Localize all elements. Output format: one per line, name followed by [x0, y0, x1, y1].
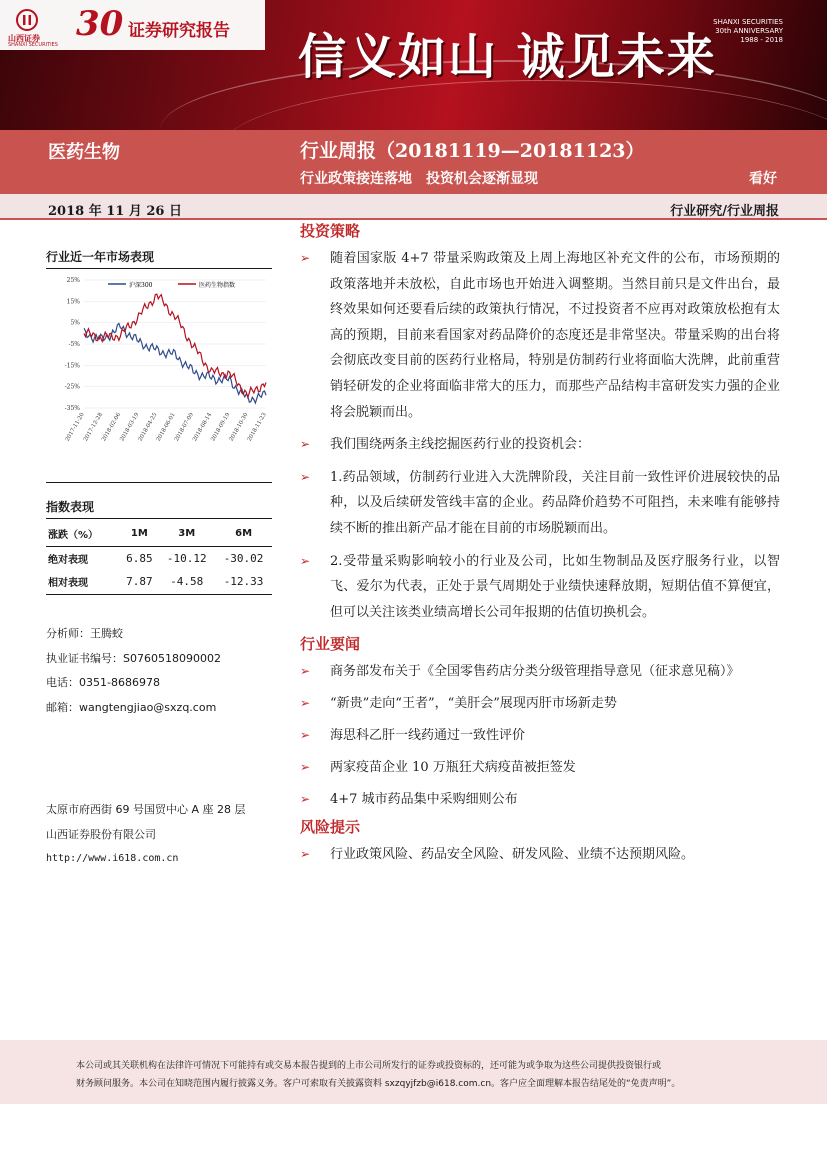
x-tick-label: 2018-03-19 [119, 412, 141, 443]
analyst-phone: 电话：0351-8686978 [46, 676, 160, 689]
report-type: 证券研究报告 [128, 21, 230, 41]
list-item [300, 432, 780, 458]
report-title: 行业周报（20181119—20181123） [300, 140, 645, 162]
y-tick-label: -15% [64, 362, 80, 370]
list-item [300, 246, 780, 425]
x-tick-label: 2018-10-30 [228, 412, 250, 443]
arrow-bullet-icon: ➢ [300, 847, 311, 862]
logo-area [0, 0, 265, 50]
list-item-text: 行业政策风险、药品安全风险、研发风险、业绩不达预期风险。 [330, 847, 695, 863]
legend-label-pharma: 医药生物指数 [199, 282, 236, 289]
x-tick-label: 2018-02-06 [101, 412, 123, 443]
cell-6m: -12.33 [215, 570, 272, 594]
sector-name: 医药生物 [48, 142, 120, 163]
slogan: 信义如山 诚见未来 [298, 29, 717, 85]
arrow-bullet-icon: ➢ [300, 553, 311, 568]
cell-6m: -30.02 [223, 551, 264, 565]
chart-divider [46, 482, 272, 483]
company-url[interactable]: http://www.i618.com.cn [46, 853, 179, 864]
section-heading-strategy: 投资策略 [300, 222, 361, 240]
table-row [46, 570, 272, 594]
arrow-bullet-icon: ➢ [300, 251, 311, 265]
legend-label-hs300: 沪深300 [129, 282, 153, 289]
list-item [300, 691, 780, 717]
shanxi-logo-icon [14, 8, 40, 32]
list-item [300, 842, 780, 868]
list-item-text: 海思科乙肝一线药通过一致性评价 [330, 728, 526, 744]
cell-1m: 6.85 [126, 551, 153, 565]
x-tick-label: 2017-11-20 [64, 412, 86, 443]
list-item-text: 我们围绕两条主线挖掘医药行业的投资机会： [330, 437, 591, 453]
section-heading-news: 行业要闻 [300, 635, 361, 654]
anniversary-badge [713, 18, 783, 45]
list-item-text: 4+7 城市药品集中采购细则公布 [330, 791, 518, 807]
header-banner [0, 0, 827, 130]
analyst-info [46, 622, 221, 720]
row-label: 绝对表现 [48, 554, 88, 566]
list-item-text: 两家疫苗企业 10 万瓶狂犬病疫苗被拒签发 [330, 759, 576, 775]
y-tick-label: -35% [64, 405, 80, 412]
title-bar [0, 130, 827, 194]
y-tick-label: -5% [68, 341, 80, 348]
arrow-bullet-icon: ➢ [300, 791, 311, 806]
table-header: 1M [120, 522, 158, 546]
section-heading-risk: 风险提示 [300, 818, 361, 837]
arrow-bullet-icon: ➢ [300, 728, 311, 743]
list-item-text: 随着国家版 4+7 带量采购政策及上周上海地区补充文件的公布，市场预期的政策落地并未放松，自此市场也开始进入调整期。当然目前只是文件出台，最终效果如何还要看后续的政策执行情况，不过投资者不应再对政策放松抱有太高的预期，目前来看国家对药品降价的态度还是非常坚决。带量采购的出台将会彻底改变目前的医药行业格局，特别是仿制药行业将面临大洗牌，此前重营销轻研发的企业将面临非常大的压力，而那些产品结构丰富研发实力强的企业将会脱颖而出。 [330, 251, 780, 420]
anniversary-30-mark: 30 [76, 4, 124, 44]
logo-text-en: SHANXI SECURITIES [8, 42, 58, 48]
disclaimer-line: 本公司或其关联机构在法律许可情况下可能持有或交易本报告提到的上市公司所发行的证券或投资标的，还可能为或争取为这些公司提供投资银行或 [76, 1061, 662, 1071]
arrow-bullet-icon: ➢ [300, 696, 311, 711]
list-item [300, 549, 780, 626]
rating-badge: 看好 [749, 171, 777, 187]
list-item-text: “新贵”走向“王者”，“美肝会”展现丙肝市场新走势 [330, 696, 617, 712]
y-tick-label: 15% [66, 298, 80, 306]
x-tick-label: 2018-09-19 [210, 412, 232, 443]
x-tick-label: 2018-06-01 [155, 412, 177, 443]
analyst-cert: 执业证书编号：S0760518090002 [46, 651, 221, 665]
cell-3m: -10.12 [166, 551, 207, 565]
table-header-row [46, 522, 272, 546]
chart-title: 行业近一年市场表现 [46, 248, 272, 269]
disclaimer-line: 财务顾问服务。本公司在知晓范围内履行披露义务。客户可索取有关披露资料 sxzqyjfzb@i618.com.cn。客户应全面理解本报告结尾处的“免责声明”。 [76, 1079, 681, 1089]
cell-3m: -4.58 [158, 570, 215, 594]
market-chart [46, 268, 272, 468]
table-row [46, 546, 272, 570]
table-header: 涨跌（%） [46, 522, 120, 546]
table-header: 6M [215, 522, 272, 546]
anniv-line: SHANXI SECURITIES [713, 18, 783, 26]
report-date: 2018 年 11 月 26 日 [48, 204, 182, 219]
list-item-text: 1.药品领域，仿制药行业进入大洗牌阶段，关注目前一致性评价进展较快的品种，以及后续研发管线丰富的企业。药品降价趋势不可阻挡，未来唯有能够持续不断的推出新产品才能在目前的市场脱颖而出。 [330, 469, 780, 536]
list-item-text: 商务部发布关于《全国零售药店分类分级管理指导意见（征求意见稿）》 [330, 664, 740, 680]
anniv-line: 30th ANNIVERSARY [715, 27, 783, 35]
list-item [300, 723, 780, 749]
x-tick-label: 2018-08-14 [192, 412, 214, 443]
index-performance-table [46, 522, 272, 595]
analyst-email[interactable]: 邮箱：wangtengjiao@sxzq.com [46, 700, 217, 714]
footer-disclaimer [0, 1040, 827, 1104]
list-item [300, 755, 780, 781]
list-item [300, 659, 780, 685]
list-item [300, 787, 780, 813]
list-item [300, 465, 780, 542]
report-subtitle: 行业政策接连落地 投资机会逐渐显现 [300, 171, 538, 187]
company-name: 山西证券股份有限公司 [46, 827, 156, 841]
x-tick-label: 2018-04-25 [137, 412, 159, 443]
address-line: 太原市府西街 69 号国贸中心 A 座 28 层 [46, 803, 246, 816]
date-bar [0, 194, 827, 220]
anniv-line: 1988 - 2018 [740, 36, 783, 44]
list-item-text: 2.受带量采购影响较小的行业及公司，比如生物制品及医疗服务行业，以智飞、爱尔为代表，正处于景气周期处于业绩快速释放期，短期估值不算便宜，但可以关注该类业绩高增长公司年报期的估值切换机会。 [330, 553, 780, 620]
logo-text-cn: 山西证券 [8, 34, 40, 43]
y-tick-label: 25% [66, 277, 80, 284]
row-label: 相对表现 [46, 570, 120, 594]
company-address [46, 798, 246, 872]
market-chart-svg [46, 268, 272, 468]
table-header: 3M [158, 522, 215, 546]
arrow-bullet-icon: ➢ [300, 469, 311, 484]
x-tick-label: 2018-07-09 [173, 412, 195, 443]
news-list [300, 659, 780, 812]
series-line-pharma [84, 294, 266, 397]
arrow-bullet-icon: ➢ [300, 759, 311, 774]
report-category: 行业研究/行业周报 [670, 204, 779, 219]
arrow-bullet-icon: ➢ [300, 437, 311, 452]
y-tick-label: -25% [64, 383, 80, 391]
index-performance-title: 指数表现 [46, 498, 272, 519]
arrow-bullet-icon: ➢ [300, 664, 311, 679]
y-tick-label: 5% [70, 319, 80, 327]
x-tick-label: 2018-11-23 [246, 412, 268, 443]
x-tick-label: 2017-12-28 [82, 412, 104, 443]
cell-1m: 7.87 [120, 570, 158, 594]
right-column [300, 220, 780, 868]
analyst-name: 分析师：王腾蛟 [46, 627, 123, 640]
